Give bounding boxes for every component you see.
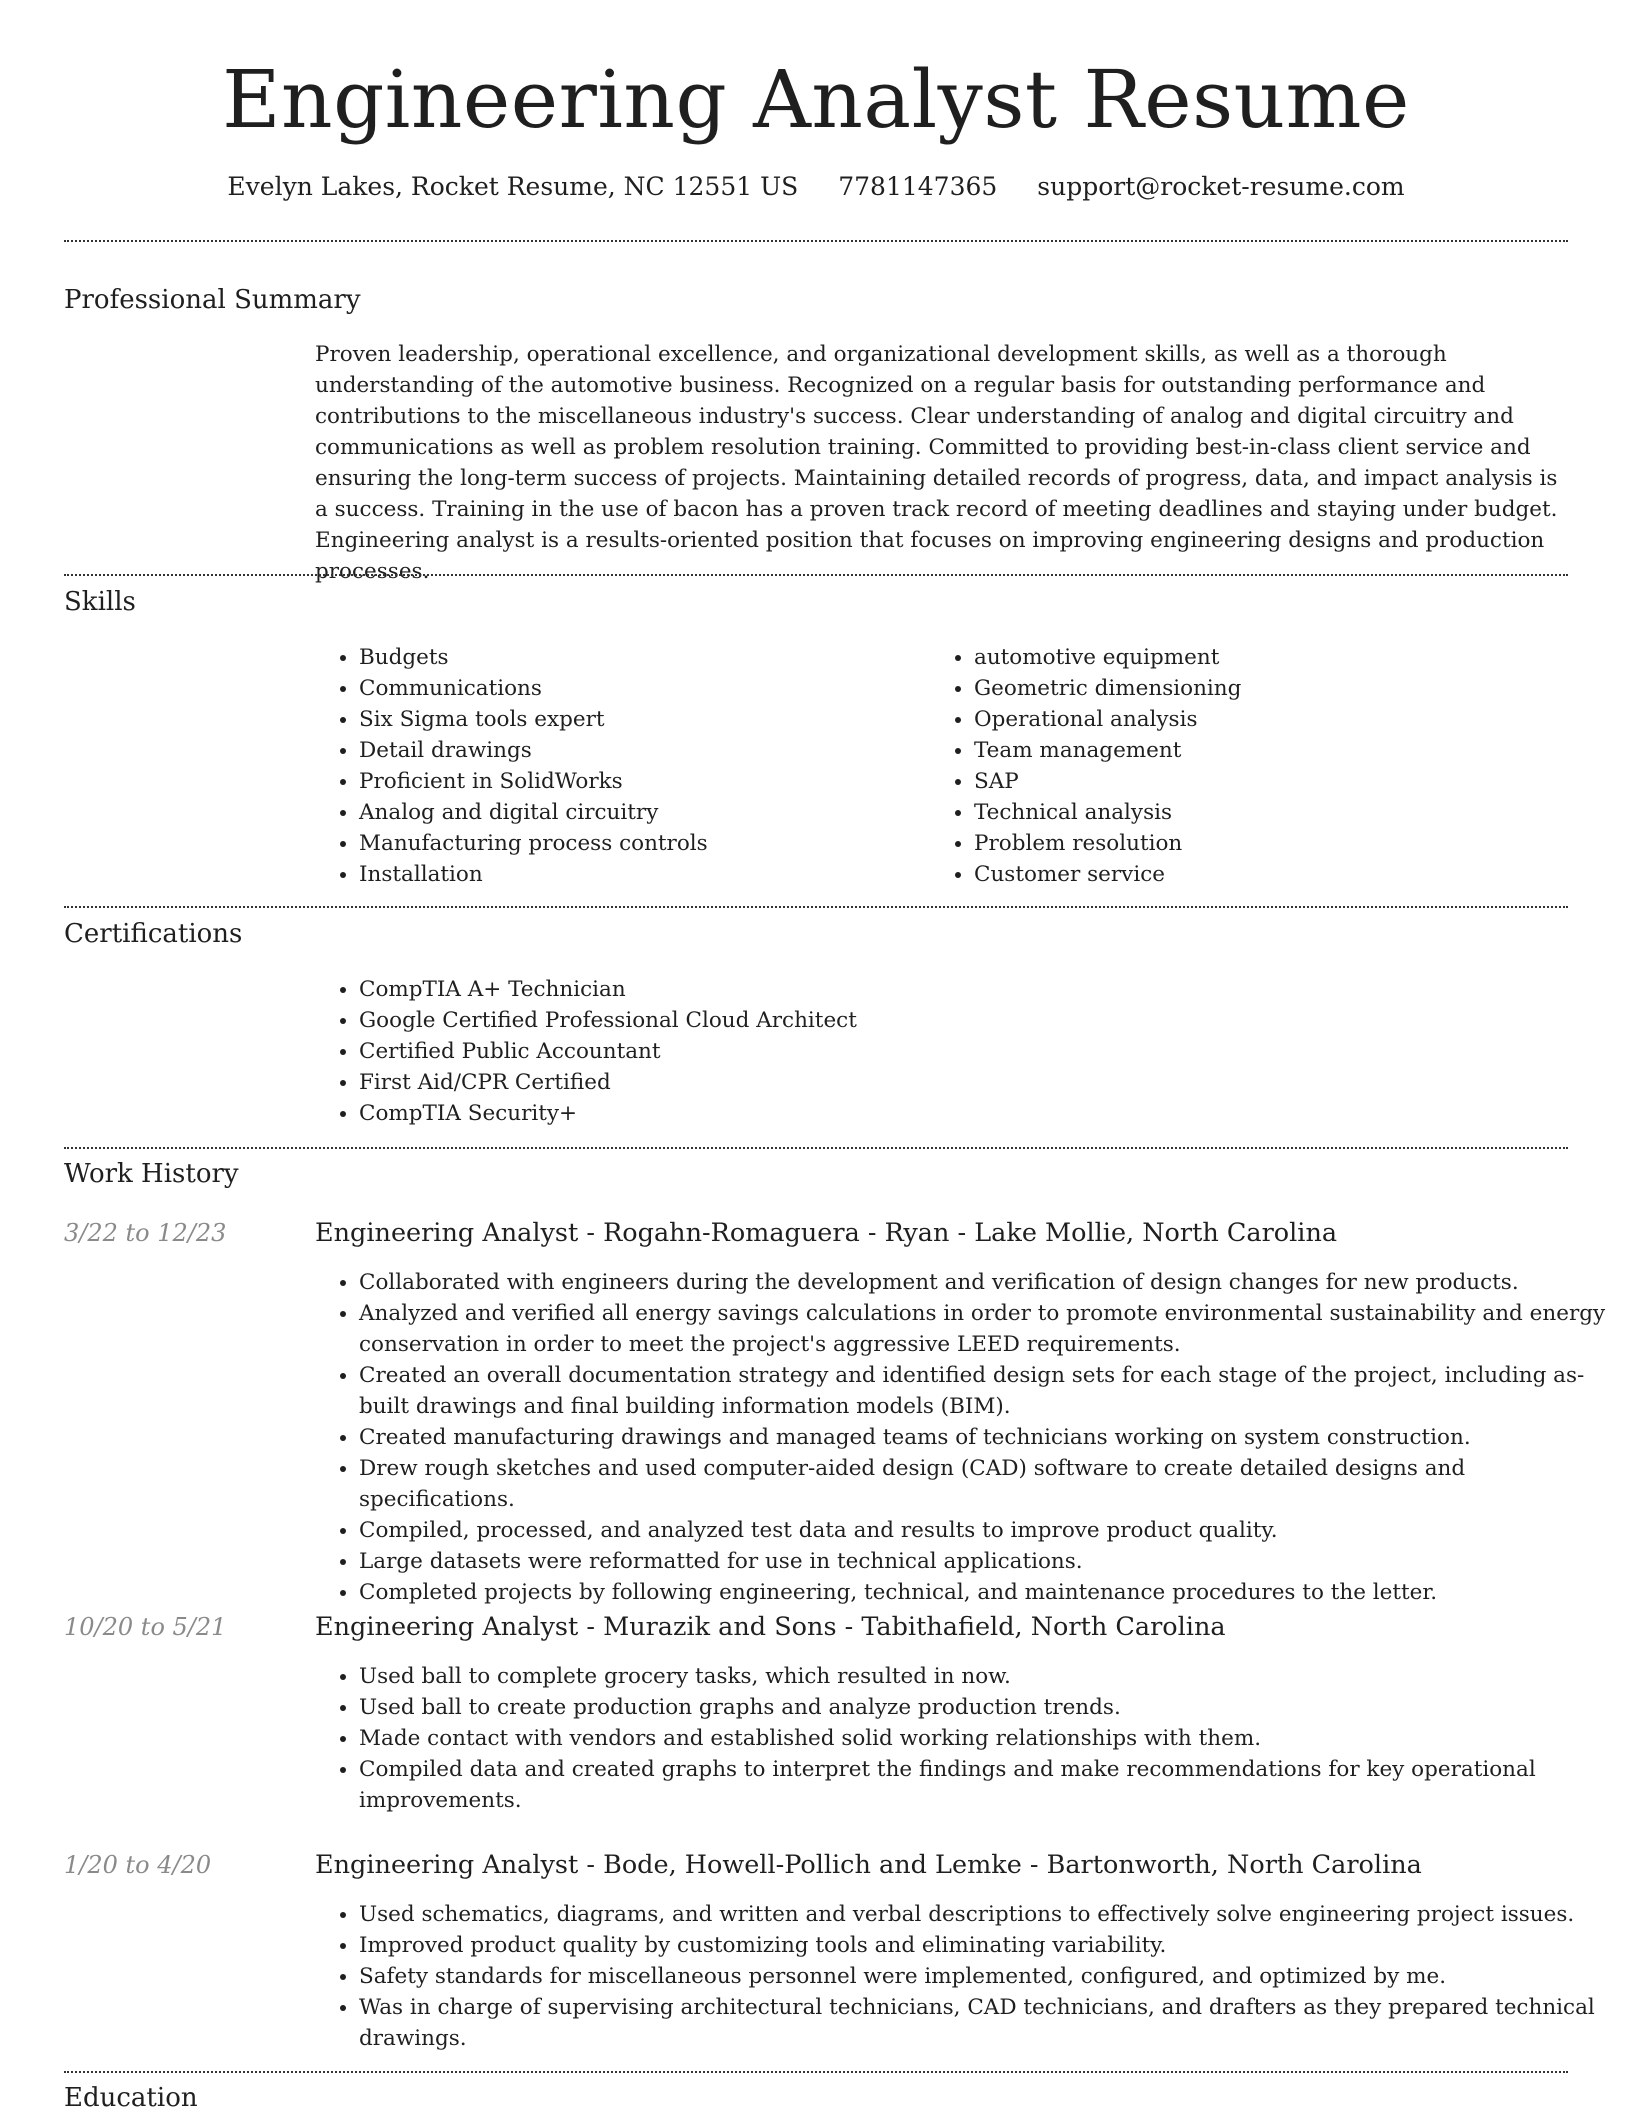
contact-line (0, 170, 1632, 204)
job-date: 1/20 to 4/20 (64, 1851, 212, 1879)
job-bullet: • Compiled, processed, and analyzed test data and results to improve product quality. (359, 1515, 1611, 1546)
certification-item: • CompTIA A+ Technician (359, 974, 1559, 1005)
divider (64, 2071, 1568, 2073)
job-date: 3/22 to 12/23 (64, 1219, 227, 1247)
certification-item: • Certified Public Accountant (359, 1036, 1559, 1067)
divider (64, 1147, 1568, 1149)
skill-item: • Manufacturing process controls (359, 828, 919, 859)
certifications-list (315, 974, 1559, 1129)
job-bullets (315, 1899, 1611, 2054)
divider (64, 240, 1568, 242)
divider (64, 574, 1568, 576)
skill-item: • Budgets (359, 642, 919, 673)
job-bullet: • Collaborated with engineers during the development and verification of design changes for new products. (359, 1267, 1611, 1298)
skills-list-left (315, 642, 919, 890)
skill-item: • Six Sigma tools expert (359, 704, 919, 735)
contact-email[interactable]: support@rocket-resume.com (1037, 172, 1405, 201)
job-bullet: • Used schematics, diagrams, and written and verbal descriptions to effectively solve engineering project issues. (359, 1899, 1611, 1930)
certification-item: • First Aid/CPR Certified (359, 1067, 1559, 1098)
skill-item: • Geometric dimensioning (974, 673, 1574, 704)
skill-item: • Communications (359, 673, 919, 704)
skill-item: • Technical analysis (974, 797, 1574, 828)
work-history-heading: Work History (64, 1159, 239, 1189)
job-bullet: • Improved product quality by customizing tools and eliminating variability. (359, 1930, 1611, 1961)
skill-item: • Proficient in SolidWorks (359, 766, 919, 797)
certification-item: • Google Certified Professional Cloud Architect (359, 1005, 1559, 1036)
skill-item: • Analog and digital circuitry (359, 797, 919, 828)
job-bullet: • Drew rough sketches and used computer-aided design (CAD) software to create detailed designs and specifications. (359, 1453, 1611, 1515)
job-bullet: • Was in charge of supervising architectural technicians, CAD technicians, and drafters as they prepared technical drawings. (359, 1992, 1611, 2054)
job-title: Engineering Analyst - Bode, Howell-Pollich and Lemke - Bartonworth, North Carolina (315, 1850, 1422, 1880)
job-bullet: • Created manufacturing drawings and managed teams of technicians working on system construction. (359, 1422, 1611, 1453)
job-bullet: • Created an overall documentation strategy and identified design sets for each stage of the project, including as-built drawings and final building information models (BIM). (359, 1360, 1611, 1422)
job-bullets (315, 1267, 1611, 1608)
skill-item: • Problem resolution (974, 828, 1574, 859)
summary-heading: Professional Summary (64, 285, 361, 315)
job-bullet: • Completed projects by following engineering, technical, and maintenance procedures to the letter. (359, 1577, 1611, 1608)
summary-text: Proven leadership, operational excellence, and organizational development skills, as well as a thorough understanding of the automotive business. Recognized on a regular basis for outstanding performance and contributions to the miscellaneous industry's success. Clear understanding of analog and digital circuitry and communications as well as problem resolution training. Committed to providing best-in-class client service and ensuring the long-term success of projects. Maintaining detailed records of progress, data, and impact analysis is a success. Training in the use of bacon has a proven track record of meeting deadlines and staying under budget. Engineering analyst is a results-oriented position that focuses on improving engineering designs and production processes. (315, 342, 1558, 584)
job-title: Engineering Analyst - Rogahn-Romaguera - Ryan - Lake Mollie, North Carolina (315, 1218, 1338, 1248)
skill-item: • Operational analysis (974, 704, 1574, 735)
job-bullet: • Used ball to complete grocery tasks, which resulted in now. (359, 1661, 1611, 1692)
job-bullets (315, 1661, 1611, 1816)
job-title: Engineering Analyst - Murazik and Sons - Tabithafield, North Carolina (315, 1612, 1226, 1642)
contact-address: Evelyn Lakes, Rocket Resume, NC 12551 US (227, 172, 799, 201)
skill-item: • Team management (974, 735, 1574, 766)
job-bullet: • Analyzed and verified all energy savings calculations in order to promote environmental sustainability and energy conservation in order to meet the project's aggressive LEED requirements. (359, 1298, 1611, 1360)
skills-list-right (930, 642, 1574, 890)
skills-heading: Skills (64, 587, 136, 617)
job-bullet: • Safety standards for miscellaneous personnel were implemented, configured, and optimized by me. (359, 1961, 1611, 1992)
skill-item: • Installation (359, 859, 919, 890)
skill-item: • Detail drawings (359, 735, 919, 766)
job-bullet: • Large datasets were reformatted for use in technical applications. (359, 1546, 1611, 1577)
education-heading: Education (64, 2083, 198, 2113)
job-bullet: • Compiled data and created graphs to interpret the findings and make recommendations for key operational improvements. (359, 1754, 1611, 1816)
job-bullet: • Used ball to create production graphs and analyze production trends. (359, 1692, 1611, 1723)
skill-item: • Customer service (974, 859, 1574, 890)
job-date: 10/20 to 5/21 (64, 1613, 227, 1641)
divider (64, 906, 1568, 908)
certification-item: • CompTIA Security+ (359, 1098, 1559, 1129)
contact-phone: 7781147365 (838, 172, 998, 201)
job-bullet: • Made contact with vendors and established solid working relationships with them. (359, 1723, 1611, 1754)
skill-item: • automotive equipment (974, 642, 1574, 673)
resume-title: Engineering Analyst Resume (222, 53, 1410, 146)
skill-item: • SAP (974, 766, 1574, 797)
certifications-heading: Certifications (64, 919, 243, 949)
